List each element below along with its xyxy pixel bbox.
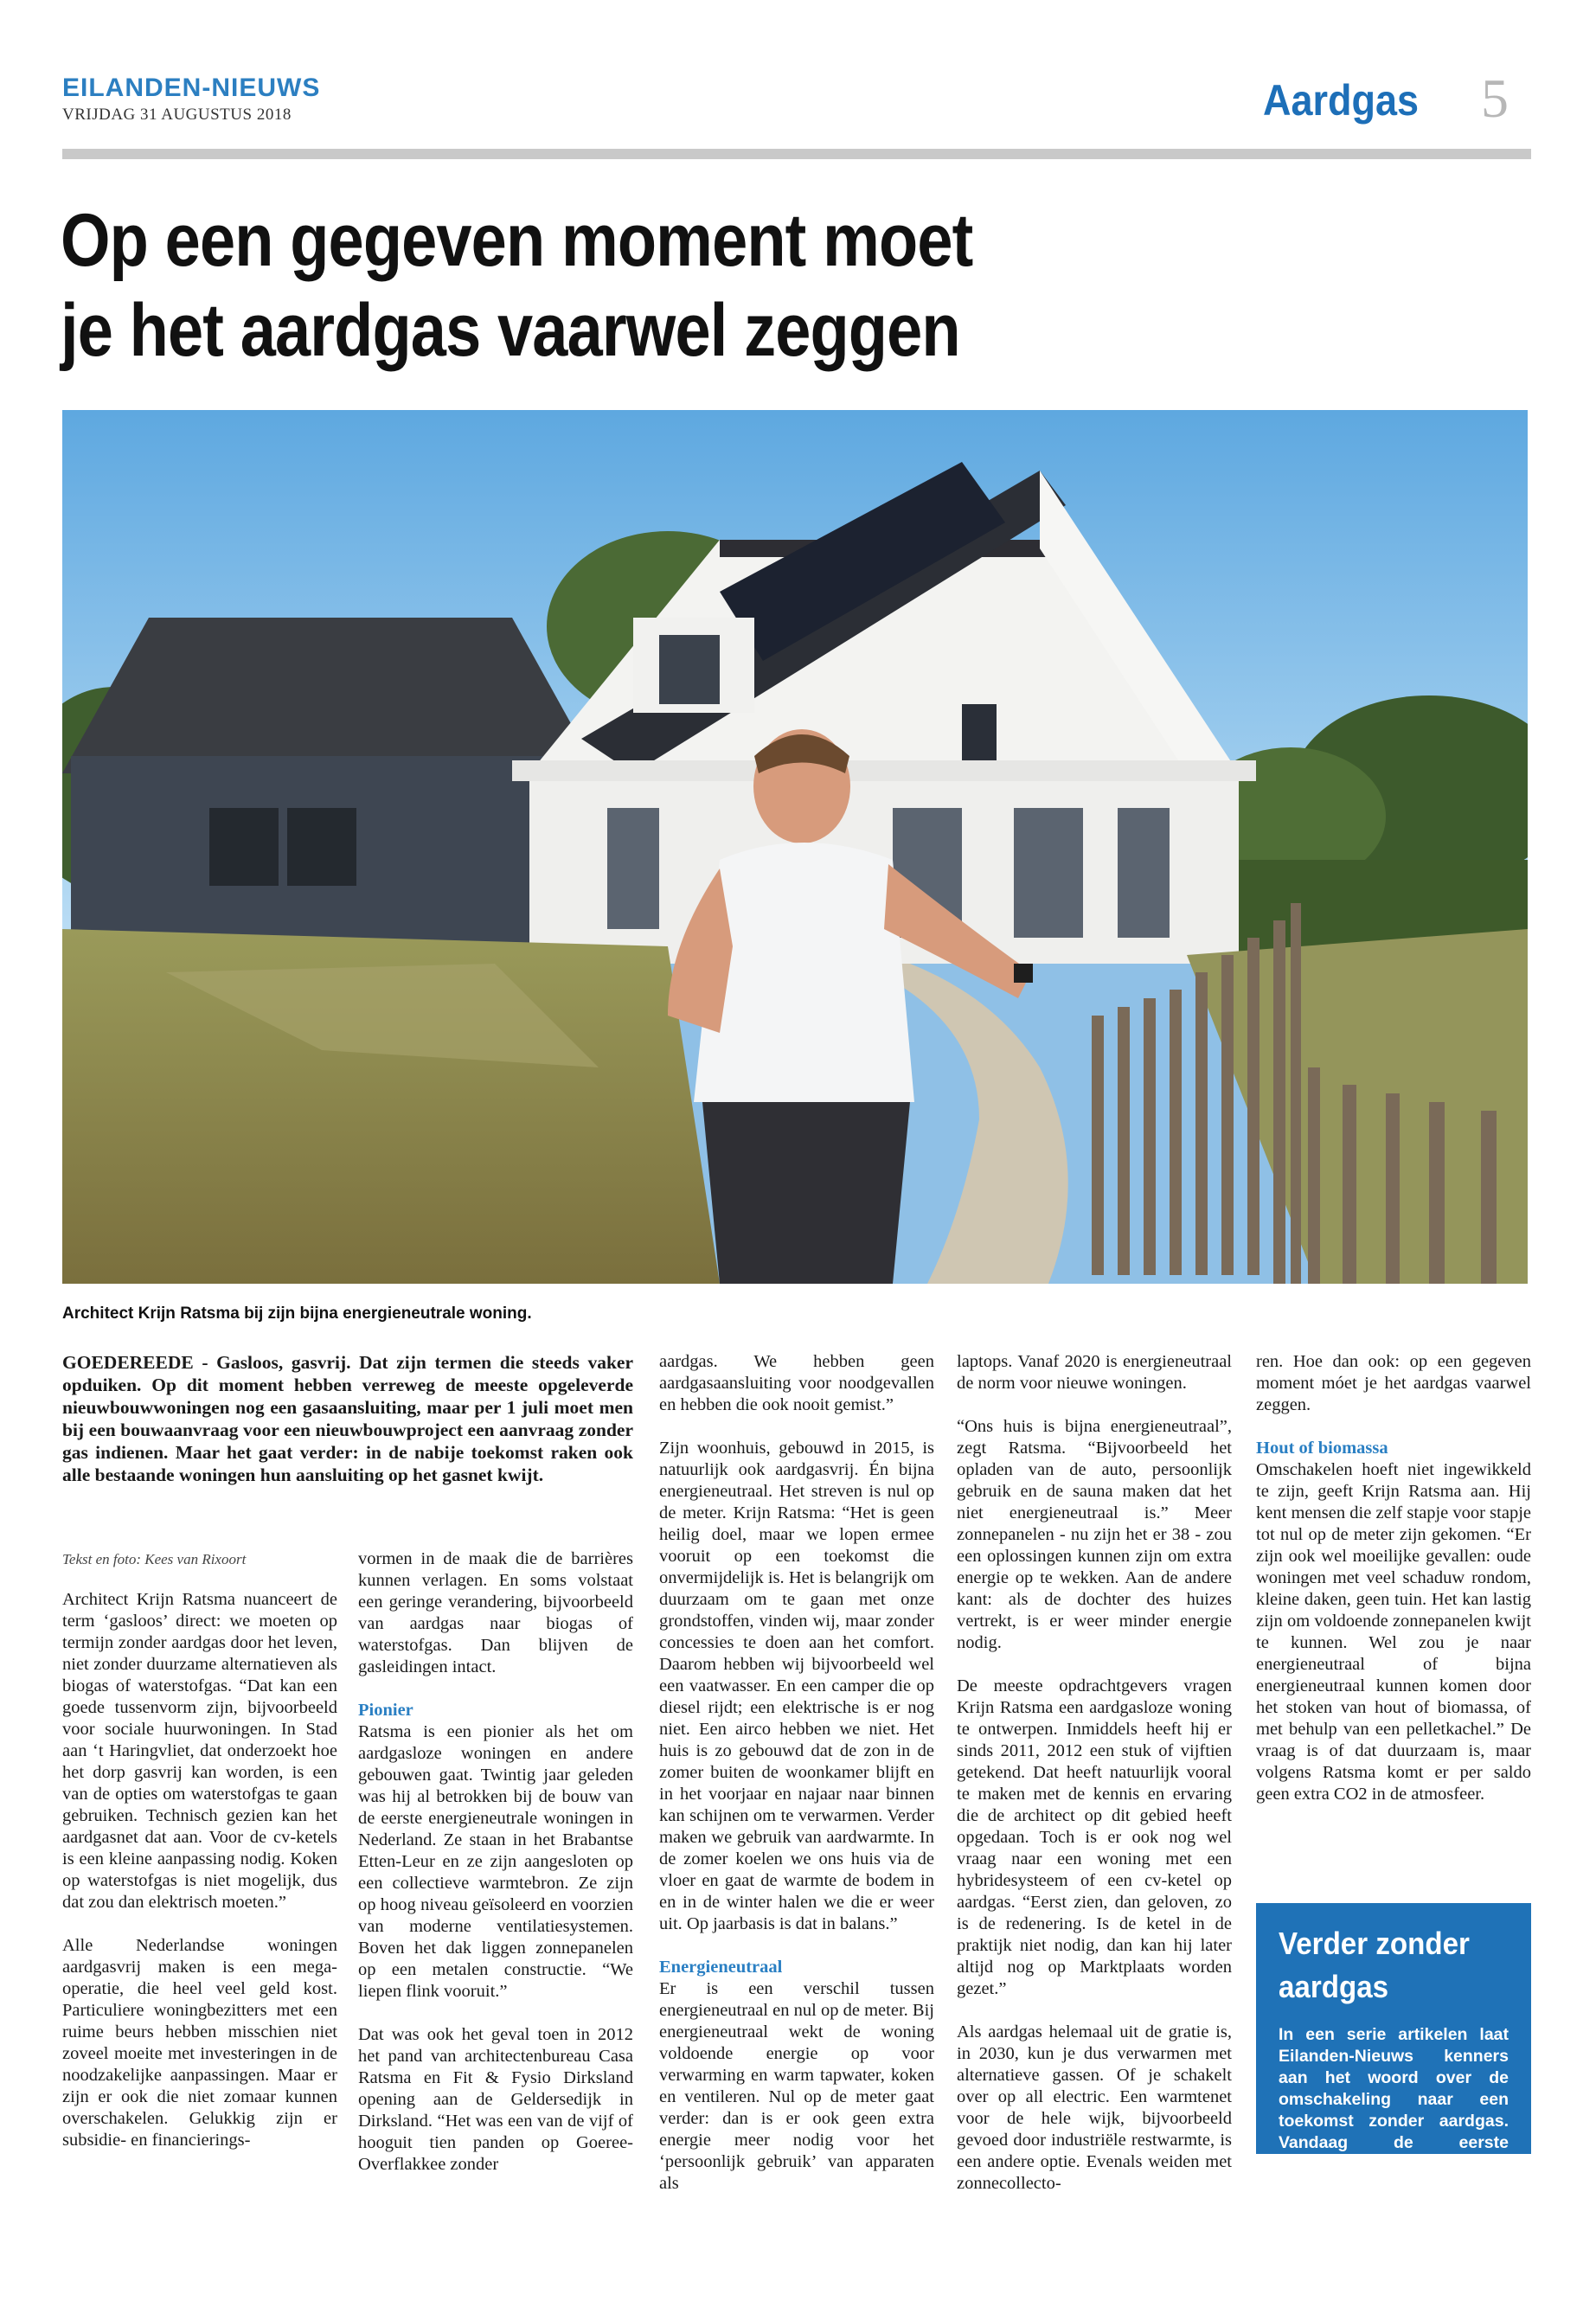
paragraph: Zijn woonhuis, gebouwd in 2015, is natuurlijk ook aardgasvrij. Én bijna energieneutraal. Het streven is nul op de meter. Krijn Ratsma: “Het is geen heilig doel, maar we lopen ermee vooruit op een toekomst die onvermijdelijk is. Het is belangrijk om duurzaam om te gaan met onze grondstoffen, vinden wij, maar zonder concessies te doen aan het comfort. Daarom hebben wij bijvoorbeeld wel een vaatwasser. En een camper die op diesel rijdt; een elektrische is er nog niet. Een airco hebben we niet. Het huis is zo gebouwd dat de zon in de zomer buiten de woonkamer blijft en in het voorjaar en najaar naar binnen kan schijnen om te verwarmen. Verder maken we gebruik van aardwarmte. In de zomer koelen we ons huis via de vloer en gaat de warmte de bodem in en in de winter halen we die er weer uit. Op jaarbasis is dat in balans.” [659, 1439, 934, 1933]
paragraph: Alle Nederlandse woningen aardgasvrij maken is een mega-operatie, die heel veel geld kost. Particuliere woningbezitters met een ruime beurs hebben misschien niet zoveel moeite met investeringen in de noodzakelijke aanpassingen. Maar er zijn er ook die niet zomaar kunnen overschakelen. Gelukkig zijn er subsidie- en financierings- [62, 1936, 337, 2150]
publication-date: VRIJDAG 31 AUGUSTUS 2018 [62, 106, 292, 124]
paragraph: Er is een verschil tussen energieneutraal en nul op de meter. Bij energieneutraal wekt de woning voldoende energie op voor verwarming en warm tapwater, koken en ventileren. Nul op de meter gaat verder: dan is er ook geen extra energie meer nodig voor het ‘persoonlijk gebruik’ van apparaten als [659, 1979, 934, 2193]
factbox-title: Verder zonder aardgas [1279, 1926, 1470, 2004]
section-label: Aardgas [1262, 76, 1419, 125]
paragraph: Architect Krijn Ratsma nuanceert de term ‘gasloos’ direct: we moeten op termijn zonder aardgas door het leven, niet zonder duurzame alternatieven als biogas of waterstofgas. “Dat kan een goede tussenvorm zijn, bijvoorbeeld voor sociale huurwoningen. In Stad aan ‘t Haringvliet, dat onderzoekt hoe het dorp gasvrij kan worden, is een van de opties om waterstofgas te gaan gebruiken. Technisch gezien kan het aardgasnet dat aan. Voor de cv-ketels is een kleine aanpassing nodig. Koken op waterstofgas is niet mogelijk, dus dat zou dan elektrisch moeten.” [62, 1590, 337, 1912]
photo-caption: Architect Krijn Ratsma bij zijn bijna energieneutrale woning. [62, 1304, 532, 1323]
paragraph: vormen in de maak die de barrières kunnen verlagen. En soms volstaat een geringe verandering, bijvoorbeeld van aardgas naar biogas of waterstofgas. Dan blijven de gasleidingen intact. [358, 1549, 633, 1676]
article-column-3 [659, 1351, 934, 2216]
newspaper-logo: EILANDEN-NIEUWS [62, 74, 321, 102]
house-photo-illustration [62, 410, 1528, 1284]
article-column-1 [62, 1548, 337, 2173]
article-column-2 [358, 1548, 633, 2197]
subhead-hout-of-biomassa: Hout of biomassa [1256, 1439, 1388, 1458]
paragraph: Omschakelen hoeft niet ingewikkeld te zijn, geeft Krijn Ratsma aan. Hij kent mensen die zelf stapje voor stapje tot nul op de meter zijn gekomen. “Er zijn ook wel moeilijke gevallen: oude woningen met veel schaduw rondom, kleine daken, geen tuin. Het kan lastig zijn om voldoende zonnepanelen kwijt te kunnen. Wel zou je naar energieneutraal of bijna energieneutraal kunnen komen door het stoken van hout of biomassa, of met behulp van een pelletkachel.” De vraag is of dat duurzaam is, maar volgens Ratsma komt er per saldo geen extra CO2 in de atmosfeer. [1256, 1460, 1531, 1804]
headline-line-2: je het aardgas vaarwel zeggen [61, 289, 960, 372]
subhead-pionier: Pionier [358, 1701, 413, 1720]
article-headline [61, 195, 1102, 375]
article-photo [62, 410, 1528, 1284]
paragraph: laptops. Vanaf 2020 is energieneutraal de norm voor nieuwe woningen. [957, 1352, 1232, 1393]
author-credit: Tekst en foto: Kees van Rixoort [62, 1551, 247, 1567]
paragraph: aardgas. We hebben geen aardgasaansluiting voor noodgevallen en hebben die ook nooit gemist.” [659, 1352, 934, 1414]
header-rule [62, 149, 1531, 159]
article-column-4 [957, 1351, 1232, 2216]
series-factbox [1256, 1903, 1531, 2195]
paragraph: De meeste opdrachtgevers vragen Krijn Ratsma een aardgasloze woning te ontwerpen. Inmiddels heeft hij er sinds 2011, 2012 een stuk of vijftien getekend. Dat heeft natuurlijk vooral te maken met de kennis en ervaring die de architect op dit gebied heeft opgedaan. Toch is er ook nog wel vraag naar een woning met een hybridesysteem of een cv-ketel op aardgas. “Eerst zien, dan geloven, zo is de redenering. Is de ketel in de praktijk niet nodig, dan kan hij later altijd nog op Marktplaats worden gezet.” [957, 1676, 1232, 1998]
headline-line-1: Op een gegeven moment moet [61, 199, 973, 282]
paragraph: Ratsma is een pionier als het om aardgasloze woningen en andere gebouwen gaat. Twintig jaar geleden was hij al betrokken bij de bouw van de eerste energieneutrale woningen in Nederland. Ze staan in het Brabantse Etten-Leur en ze zijn aangesloten op een collectieve warmtebron. Ze zijn op hoog niveau geïsoleerd en voorzien van moderne ventilatiesystemen. Boven het dak liggen zonnepanelen op een metalen constructie. “We liepen flink vooruit.” [358, 1722, 633, 2001]
subhead-energieneutraal: Energieneutraal [659, 1958, 783, 1977]
page-number: 5 [1481, 67, 1509, 129]
paragraph: ren. Hoe dan ook: op een gegeven moment móet je het aardgas vaarwel zeggen. [1256, 1352, 1531, 1414]
factbox-body: In een serie artikelen laat Eilanden-Nieuws kenners aan het woord over de omschakeling naar een toekomst zonder aardgas. Vandaag de eerste aflevering met architect Krijn Ratsma. [1279, 2025, 1509, 2195]
article-intro: GOEDEREEDE - Gasloos, gasvrij. Dat zijn termen die steeds vaker opduiken. Op dit moment hebben verreweg de meeste opgeleverde nieuwbouwwoningen nog een gasaansluiting, maar per 1 juli moet men bij een bouwaanvraag voor een nieuwbouwproject een aanvraag zonder gas indienen. Maar het gaat verder: in de nabije toekomst raken ook alle bestaande woningen hun aansluiting op het gasnet kwijt. [62, 1352, 633, 1485]
paragraph: Dat was ook het geval toen in 2012 het pand van architectenbureau Casa Ratsma en Fit & Fysio Dirksland opening aan de Geldersedijk in Dirksland. “Het was een van de vijf of hooguit tien panden op Goeree-Overflakkee zonder [358, 2025, 633, 2174]
article-column-5 [1256, 1351, 1531, 1827]
masthead [62, 67, 1533, 159]
paragraph: Als aardgas helemaal uit de gratie is, in 2030, kun je dus verwarmen met alternatieve gassen. Of je schakelt over op all electric. Een warmtenet voor de hele wijk, bijvoorbeeld gevoed door industriële restwarmte, is een andere optie. Evenals weiden met zonnecollecto- [957, 2022, 1232, 2193]
paragraph: “Ons huis is bijna energieneutraal”, zegt Ratsma. “Bijvoorbeeld het opladen van de auto, persoonlijk gebruik en de sauna maken dat het niet energieneutraal is.” Meer zonnepanelen - nu zijn het er 38 - zou een oplossingen kunnen zijn om extra energie op te wekken. Aan de andere kant: als de dochter des huizes vertrekt, is er weer minder energie nodig. [957, 1417, 1232, 1652]
